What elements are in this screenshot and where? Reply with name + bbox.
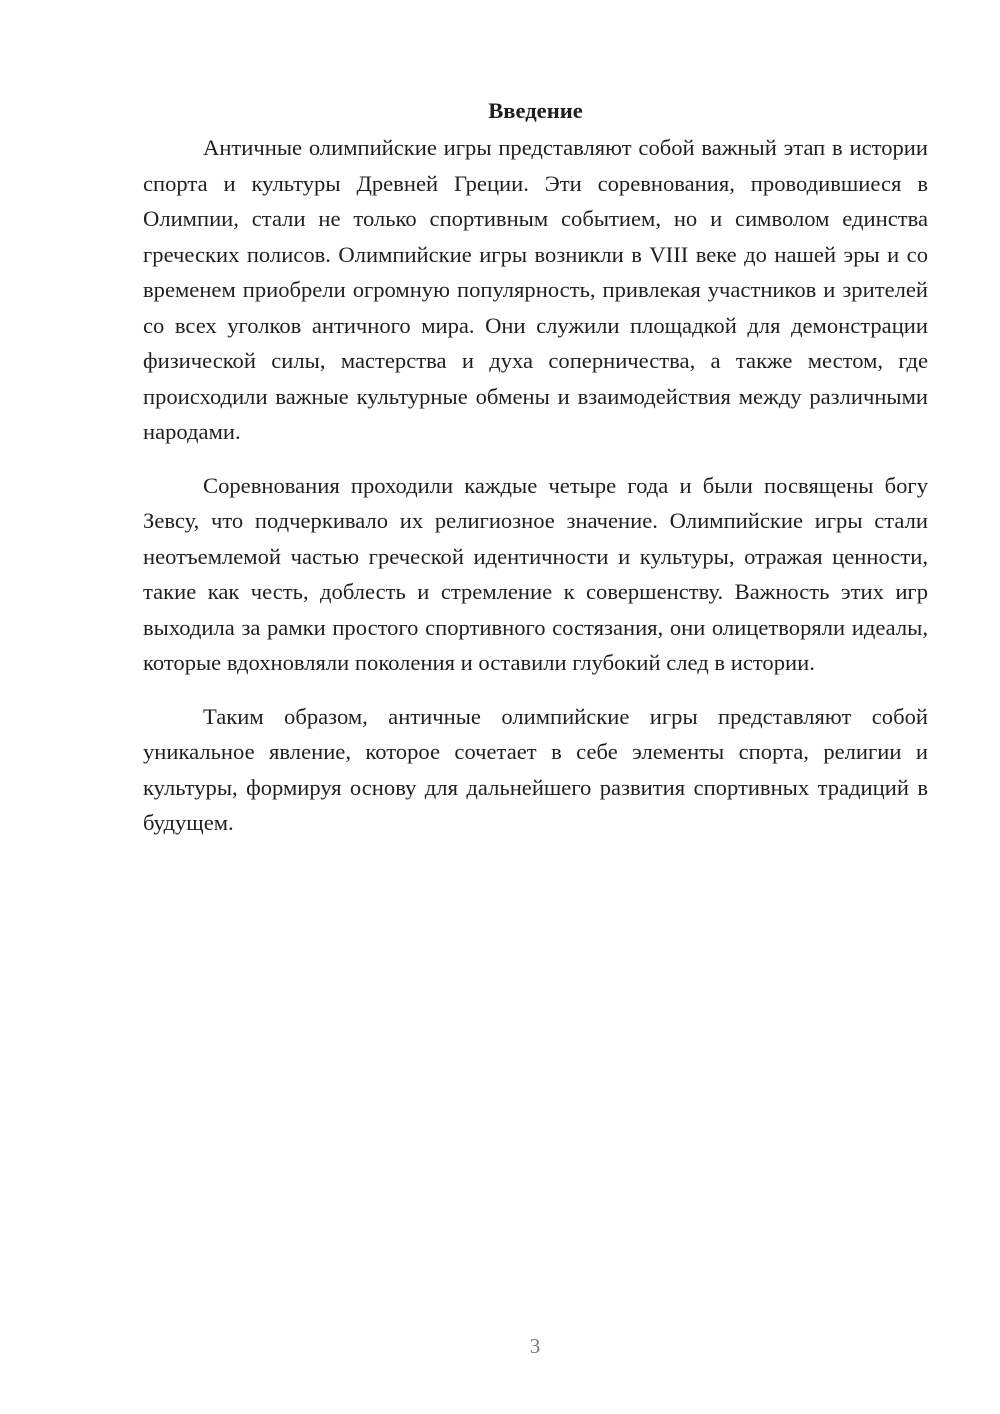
paragraph-2: Соревнования проходили каждые четыре года и были посвящены богу Зевсу, что подчеркивало их религиозное значение. Олимпийские игры стали неотъемлемой частью греческой идентичности и культуры, отражая ценности, такие как честь, доблесть и стремление к совершенству. Важность этих игр выходила за рамки простого спортивного состязания, они олицетворяли идеалы, которые вдохновляли поколения и оставили глубокий след в истории. (143, 472, 928, 675)
paragraph-1: Античные олимпийские игры представляют собой важный этап в истории спорта и культуры Древней Греции. Эти соревнования, проводившиеся в Олимпии, стали не только спортивным событием, но и символом единства греческих полисов. Олимпийские игры возникли в VIII веке до нашей эры и со временем приобрели огромную популярность, привлекая участников и зрителей со всех уголков античного мира. Они служили площадкой для демонстрации физической силы, мастерства и духа соперничества, а также местом, где происходили важные культурные обмены и взаимодействия между различными народами. (143, 135, 928, 444)
paragraph-3: Таким образом, античные олимпийские игры представляют собой уникальное явление, которое сочетает в себе элементы спорта, религии и культуры, формируя основу для дальнейшего развития спортивных традиций в будущем. (143, 703, 928, 835)
section-heading: Введение (488, 98, 583, 123)
page-number: 3 (529, 1334, 541, 1358)
page-content (143, 92, 928, 841)
